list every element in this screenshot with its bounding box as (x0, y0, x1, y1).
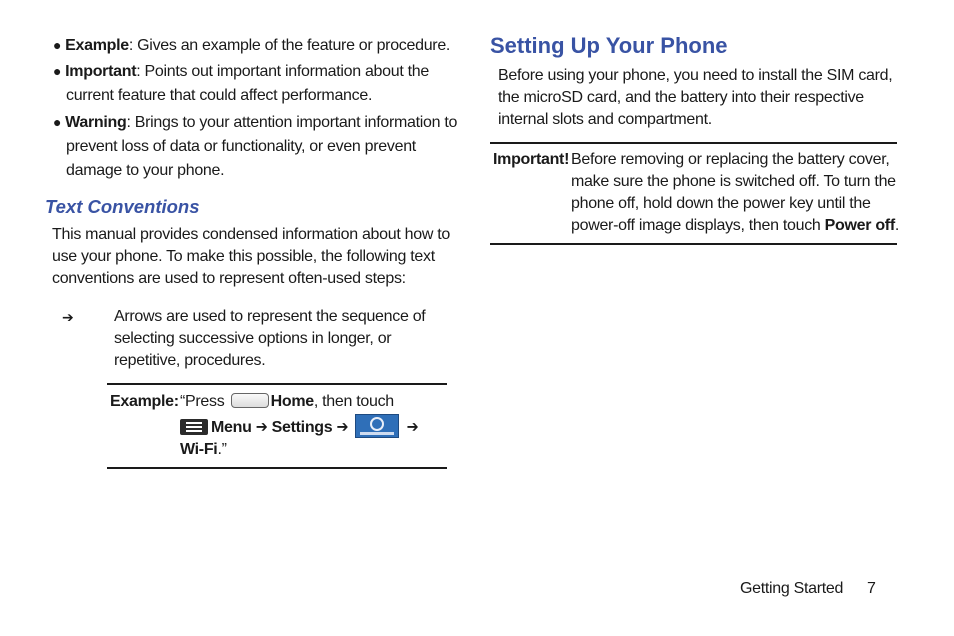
example-press: “Press (180, 393, 225, 410)
period: . (894, 217, 900, 234)
example-line-3 (180, 438, 227, 462)
page-number: 7 (867, 580, 876, 597)
bullet-important (53, 59, 429, 84)
example-close: .” (217, 441, 227, 458)
paragraph-line: Before removing or replacing the battery cover, (571, 151, 890, 168)
bullet-dot: ● (53, 114, 62, 130)
bullet-text: : Gives an example of the feature or procedure. (128, 37, 451, 54)
bullet-text: : Points out important information about the (136, 63, 429, 80)
paragraph-line: Before using your phone, you need to install the SIM card, (498, 67, 893, 84)
bullet-term: Warning (65, 114, 127, 131)
example-line-1 (180, 390, 394, 414)
settings-label: Settings (271, 419, 333, 436)
text-conventions-paragraph (52, 224, 450, 290)
rule-top (107, 383, 447, 385)
bullet-warning-cont: damage to your phone. (66, 162, 225, 179)
menu-icon (180, 419, 208, 435)
footer-section: Getting Started (740, 580, 844, 597)
menu-label: Menu (211, 419, 252, 436)
arrow-icon: ➔ (332, 419, 353, 436)
home-label: Home (270, 393, 314, 410)
bullet-warning-cont: prevent loss of data or functionality, or even prevent (66, 138, 416, 155)
bullet-text: : Brings to your attention important information to (126, 114, 458, 131)
bullet-important-cont: current feature that could affect performance. (66, 87, 373, 104)
bullet-term: Important (65, 63, 137, 80)
rule-bottom (490, 243, 897, 245)
paragraph-line: internal slots and compartment. (498, 111, 712, 128)
paragraph-line: use your phone. To make this possible, the following text (52, 248, 435, 265)
line-text: power-off image displays, then touch (571, 217, 825, 234)
arrow-icon: ➔ (406, 419, 419, 436)
bullet-example (53, 33, 450, 58)
section-heading-setting-up: Setting Up Your Phone (490, 33, 728, 58)
important-text (571, 149, 899, 237)
important-label: Important! (493, 151, 570, 168)
paragraph-line: repetitive, procedures. (114, 352, 266, 369)
example-line-2 (180, 414, 418, 441)
then-touch: , then touch (313, 393, 394, 410)
paragraph-line (571, 215, 899, 237)
arrow-description (114, 306, 425, 372)
paragraph-line: make sure the phone is switched off. To turn the (571, 173, 896, 190)
paragraph-line: conventions are used to represent often-used steps: (52, 270, 406, 287)
bullet-term: Example (65, 37, 129, 54)
rule-bottom (107, 467, 447, 469)
paragraph-line: selecting successive options in longer, or (114, 330, 392, 347)
wifi-label: Wi-Fi (180, 441, 218, 458)
bullet-dot: ● (53, 37, 62, 53)
paragraph-line: Arrows are used to represent the sequence of (114, 308, 426, 325)
power-off-label: Power off (824, 217, 895, 234)
paragraph-line: This manual provides condensed information about how to (52, 226, 450, 243)
bullet-warning (53, 110, 457, 135)
settings-app-icon (355, 414, 399, 438)
example-label: Example: (110, 393, 179, 410)
bullet-dot: ● (53, 63, 62, 79)
arrow-icon: ➔ (62, 309, 74, 325)
paragraph-line: the microSD card, and the battery into their respective (498, 89, 864, 106)
setup-paragraph (498, 65, 892, 131)
home-key-icon (231, 393, 269, 408)
rule-top (490, 142, 897, 144)
paragraph-line: phone off, hold down the power key until the (571, 195, 871, 212)
arrow-icon: ➔ (251, 419, 272, 436)
section-heading-text-conventions: Text Conventions (45, 196, 200, 217)
